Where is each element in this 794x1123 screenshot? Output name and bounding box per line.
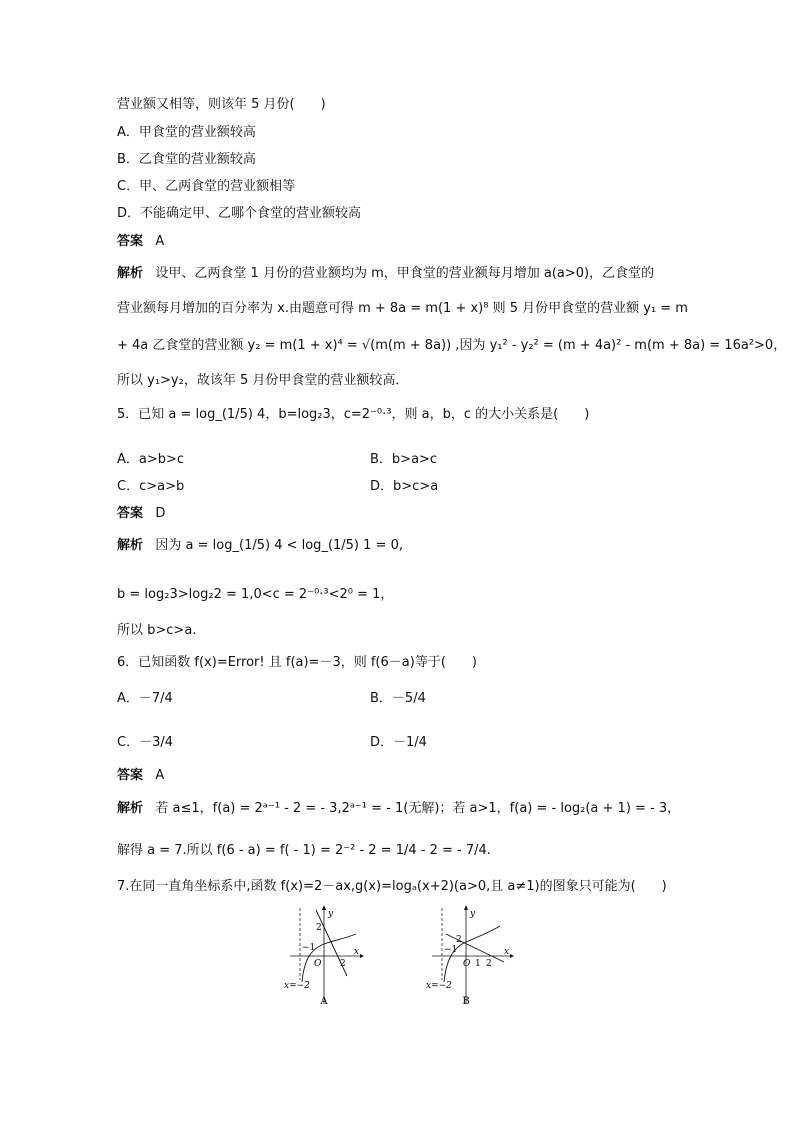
q6-analysis-line-2: 解得 a = 7.所以 f(6 - a) = f( - 1) = 2⁻² - 2 = 1/4 - 2 = - 7/4.	[117, 843, 491, 858]
q4-option-a: A．甲食堂的营业额较高	[117, 125, 256, 140]
x-label: x	[354, 947, 360, 957]
q6-analysis-line-1	[117, 800, 680, 818]
x-intercept-label: 2	[486, 959, 492, 969]
q6-stem: 6．已知函数 f(x)=Error! 且 f(a)=－3，则 f(6－a)等于( )	[117, 655, 477, 670]
q5-stem: 5．已知 a = log_(1/5) 4，b=log₂3，c=2⁻⁰·³，则 a，b，c 的大小关系是( )	[117, 407, 590, 422]
analysis-text: 若 a≤1，f(a) = 2ᵃ⁻¹ - 2 = - 3,2ᵃ⁻¹ = - 1(无解)；若 a>1，f(a) = - log₂(a + 1) = - 3，	[155, 801, 681, 816]
graph-a	[284, 904, 364, 1008]
graph-b	[426, 904, 516, 1008]
analysis-text: 设甲、乙两食堂 1 月份的营业额均为 m，甲食堂的营业额每月增加 a(a>0)，乙食堂的	[155, 266, 655, 281]
minus-one-label: −1	[302, 943, 316, 953]
minus-one-label: −1	[444, 945, 458, 955]
answer-value: A	[155, 234, 165, 249]
q5-answer	[117, 505, 165, 523]
q5-option-c: C．c>a>b	[117, 479, 185, 494]
q6-option-d: D．－1/4	[370, 735, 427, 750]
q6-option-a: A．－7/4	[117, 691, 173, 706]
q4-answer	[117, 233, 164, 251]
answer-label: 答案	[117, 768, 144, 783]
x-axis-arrow	[510, 954, 514, 958]
q6-answer	[117, 767, 164, 785]
q5-option-d: D．b>c>a	[370, 479, 439, 494]
q5-analysis-line-1	[117, 537, 403, 555]
q5-analysis-line-3: 所以 b>c>a.	[117, 623, 197, 638]
q5-analysis-line-2: b = log₂3>log₂2 = 1,0<c = 2⁻⁰·³<2⁰ = 1，	[117, 587, 394, 602]
answer-label: 答案	[117, 234, 144, 249]
x-intercept-label: 2	[340, 959, 346, 969]
graph-caption: A	[320, 996, 328, 1007]
curve-g	[302, 934, 356, 982]
asymptote-label: x=−2	[284, 981, 310, 991]
origin-label: O	[314, 959, 322, 969]
y-intercept-label: 2	[456, 935, 462, 945]
asymptote-label: x=−2	[426, 981, 452, 991]
q4-analysis-line-1	[117, 265, 654, 283]
q4-analysis-line-4: 所以 y₁>y₂，故该年 5 月份甲食堂的营业额较高．	[117, 373, 409, 388]
y-intercept-label: 2	[316, 923, 322, 933]
q5-option-a: A．a>b>c	[117, 452, 185, 467]
graph-caption: B	[462, 996, 470, 1007]
q6-option-c: C．－3/4	[117, 735, 173, 750]
analysis-label: 解析	[117, 266, 144, 281]
y-axis-arrow	[322, 905, 326, 910]
analysis-label: 解析	[117, 801, 144, 816]
x-axis-arrow	[360, 954, 364, 958]
q4-option-b: B．乙食堂的营业额较高	[117, 152, 256, 167]
q4-analysis-line-3: + 4a 乙食堂的营业额 y₂ = m(1 + x)⁴ = √(m(m + 8a)) ,因为 y₁² - y₂² = (m + 4a)² - m(m + 8a) = 16a²>0，	[117, 338, 787, 353]
answer-value: A	[155, 768, 165, 783]
answer-value: D	[155, 506, 166, 521]
analysis-label: 解析	[117, 538, 144, 553]
x-label: x	[504, 947, 510, 957]
analysis-text: 因为 a = log_(1/5) 4 < log_(1/5) 1 = 0,	[155, 538, 403, 553]
q7-stem: 7.在同一直角坐标系中,函数 f(x)=2－ax,g(x)=logₐ(x+2)(a>0,且 a≠1)的图象只可能为( )	[117, 879, 667, 894]
answer-label: 答案	[117, 506, 144, 521]
q4-analysis-line-2: 营业额每月增加的百分率为 x.由题意可得 m + 8a = m(1 + x)⁸ 则 5 月份甲食堂的营业额 y₁ = m	[117, 301, 688, 316]
q4-option-c: C．甲、乙两食堂的营业额相等	[117, 179, 296, 194]
y-axis-arrow	[464, 905, 468, 910]
y-label: y	[470, 909, 476, 919]
q5-option-b: B．b>a>c	[370, 452, 438, 467]
q6-option-b: B．－5/4	[370, 691, 426, 706]
origin-label: O	[463, 959, 471, 969]
one-label: 1	[475, 959, 481, 969]
y-label: y	[328, 909, 334, 919]
q4-option-d: D．不能确定甲、乙哪个食堂的营业额较高	[117, 206, 362, 221]
q4-stem-tail: 营业额又相等，则该年 5 月份( )	[117, 97, 326, 112]
